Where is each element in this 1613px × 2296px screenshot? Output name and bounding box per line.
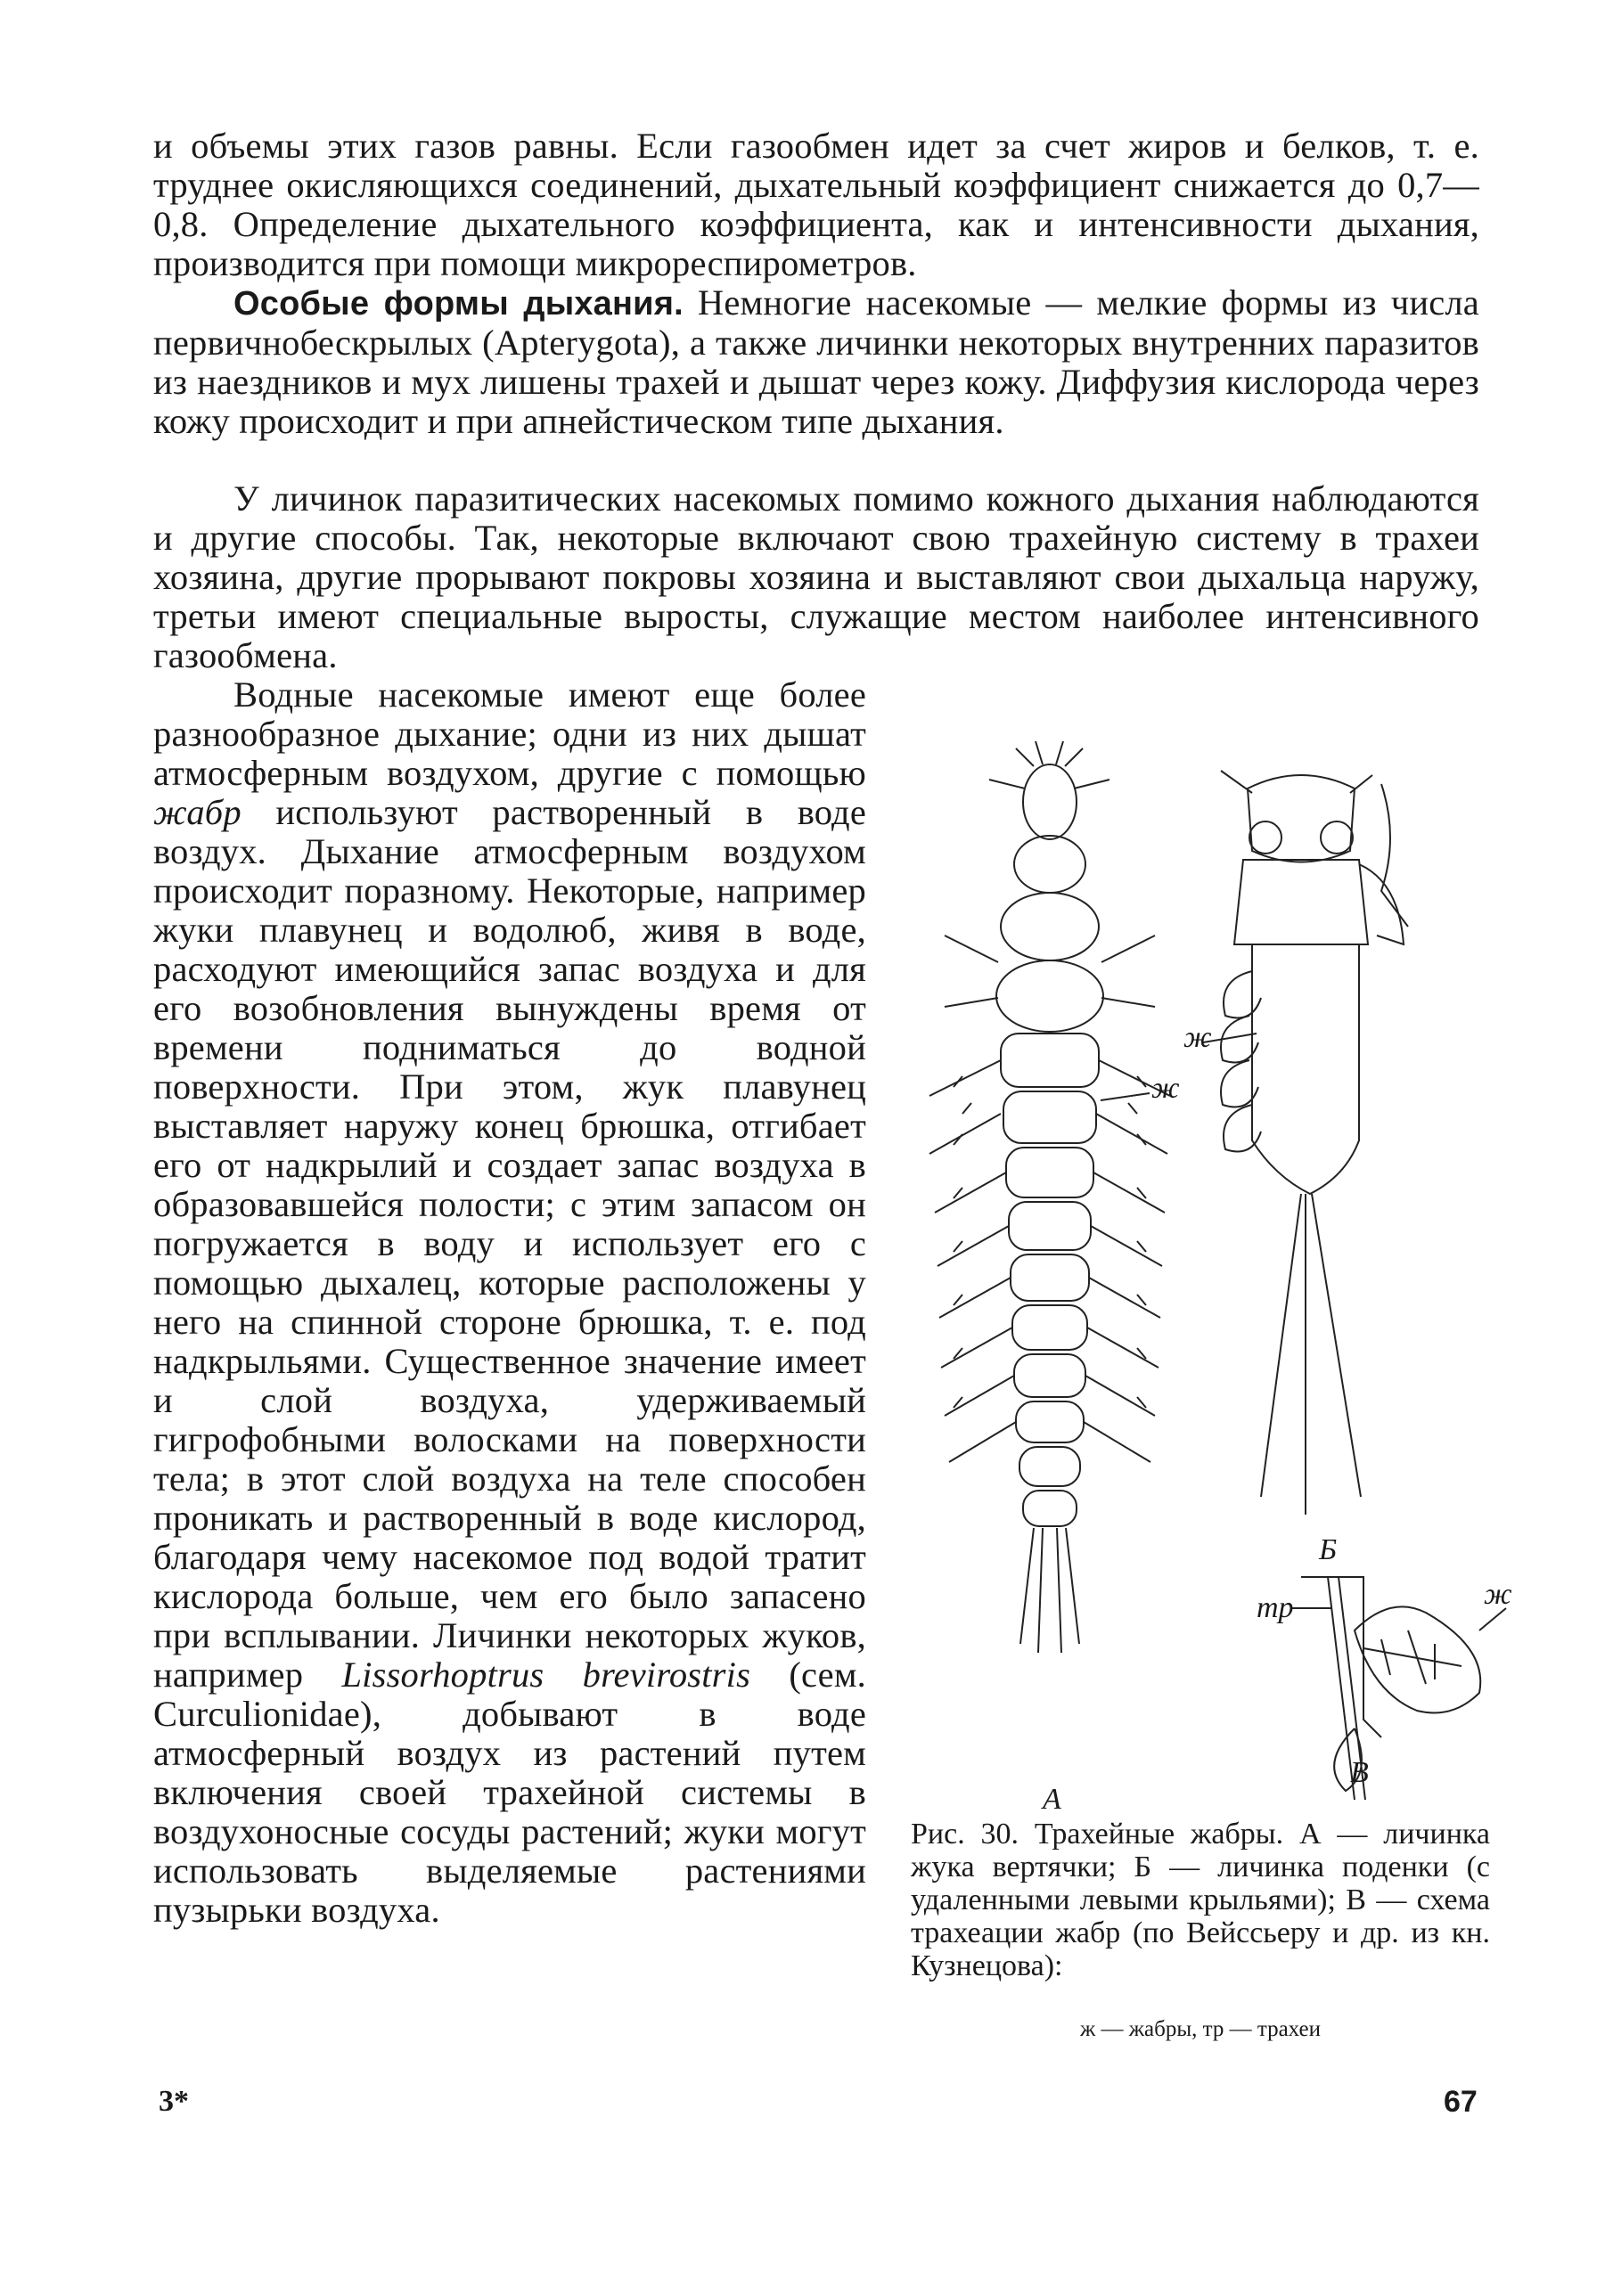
label-zh-a: ж [1151, 1072, 1180, 1105]
paragraph-respiratory-coefficient: и объемы этих газов равны. Если газообмен идет за счет жиров и белков, т. е. труднее окисляющихся соединений, дыхательный коэффициент снижается до 0,7—0,8. Определение дыхательного коэффициента, как и интенсивности дыхания, производится при помощи микрореспирометров. [153, 126, 1479, 283]
label-b: Б [1319, 1533, 1338, 1566]
label-v: В [1350, 1756, 1369, 1789]
gill-scheme-c-drawing [1292, 1577, 1506, 1800]
paragraph-special-breathing-text: Немногие насекомые — мелкие формы из числа первичнобескрылых (Apterygota), а также личинки некоторых внутренних паразитов из наездников и мух лишены трахей и дышат через кожу. Диффузия кислорода через кожу происходит и при апнейстическом типе дыхания. [153, 282, 1479, 441]
paragraph-parasitic-larvae: У личинок паразитических насекомых помимо кожного дыхания наблюдаются и другие способы. Так, некоторые включают свою трахейную систему в трахеи хозяина, другие прорывают покровы хозяина и выставляют свои дыхальца наружу, третьи имеют специальные выросты, служащие местом наиболее интенсивного газообмена. [153, 478, 1479, 675]
paragraph-aquatic-insects [153, 675, 866, 1930]
larva-b-drawing [1203, 771, 1408, 1515]
paragraph-special-breathing [153, 283, 1479, 441]
figure-tracheal-gills [900, 739, 1512, 1822]
figure-legend: ж — жабры, тр — трахеи [1079, 2017, 1322, 2041]
label-zh-b: ж [1183, 1021, 1212, 1054]
figure-caption: Рис. 30. Трахейные жабры. А — личинка жука вертячки; Б — личинка поденки (с удаленными левыми крыльями); В — схема трахеации жабр (по Вейссьеру и др. из кн. Кузнецова): [911, 1818, 1490, 1982]
label-a: А [1043, 1783, 1061, 1816]
section-heading: Особые формы дыхания. [233, 285, 684, 323]
page-number: 67 [1444, 2085, 1478, 2119]
species-name: Lissorhoptrus brevirostris [341, 1655, 751, 1695]
label-zh-c: ж [1484, 1578, 1512, 1611]
figure-illustration [900, 739, 1512, 1822]
aquatic-text-b: используют растворенный в воде воздух. Дыхание атмосферным воздухом происходит поразному. Некоторые, например жуки плавунец и водолюб, живя в воде, расходуют имеющийся запас воздуха и для его возобновления вынуждены время от времени подниматься до водной поверхности. При этом, жук плавунец выставляет наружу конец брюшка, отгибает его от надкрылий и создает запас воздуха в образовавшейся полости; с этим запасом он погружается в воду и использует его с помощью дыхалец, которые расположены у него на спинной стороне брюшка, т. е. под надкрыльями. Существенное значение имеет и слой воздуха, удерживаемый гигрофобными волосками на поверхности тела; в этот слой воздуха на теле способен проникать и растворенный в воде кислород, благодаря чему насекомое под водой тратит кислорода больше, чем его было запасено при всплывании. Личинки некоторых жуков, например [153, 792, 866, 1695]
signature-mark: 3* [159, 2085, 189, 2118]
aquatic-text-c: (сем. Curculionidae), добывают в воде атмосферный воздух из растений путем включения своей трахейной системы в воздухоносные сосуды растений; жуки могут использовать выделяемые растениями пузырьки воздуха. [153, 1655, 867, 1930]
label-tr: тр [1257, 1591, 1294, 1624]
aquatic-text-a: Водные насекомые имеют еще более разнообразное дыхание; одни из них дышат атмосферным воздухом, другие с помощью [153, 674, 866, 793]
larva-a-drawing [929, 741, 1170, 1653]
term-gills: жабр [153, 792, 242, 832]
